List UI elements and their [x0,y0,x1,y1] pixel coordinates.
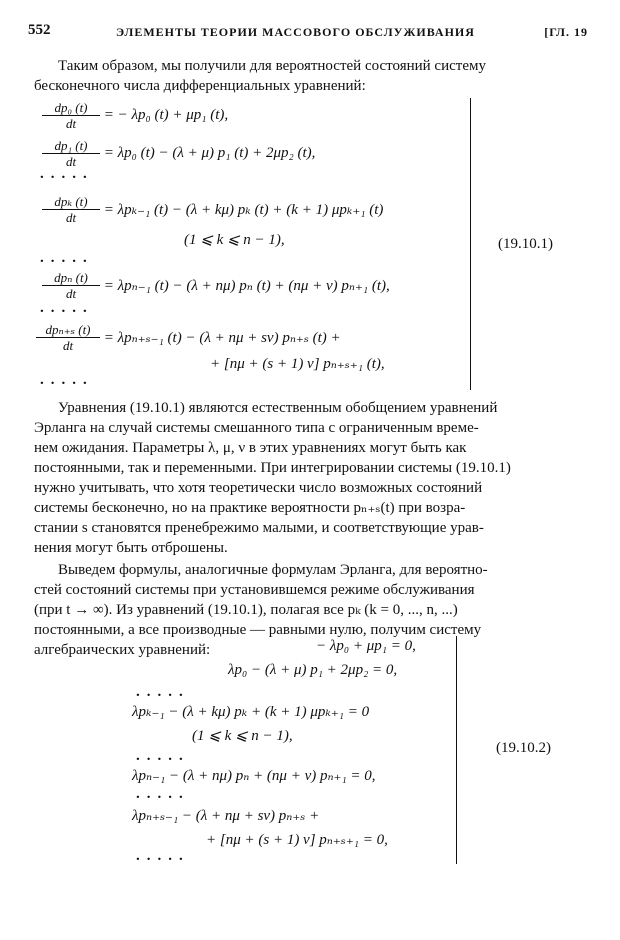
system1-eq5-continuation: + [nμ + (s + 1) ν] pₙ₊ₛ₊₁ (t), [210,356,385,372]
system1-eq5: $\frac{\text{dpₙ₊ₛ (t)}}{dt}$ = λpₙ₊ₛ₋₁ (t) − (λ + nμ + sν) pₙ₊ₛ (t) + [36,322,341,353]
system2-eq4: λpₙ₋₁ − (λ + nμ) pₙ + (nμ + ν) pₙ₊₁ = 0, [132,768,376,784]
paragraph-3: Выведем формулы, аналогичные формулам Эрланга, для вероятно- стей состояний системы при установившемся режиме обслуживания (при t → ∞). Из уравнений (19.10.1), полагая все pₖ (k = 0, ..., n, ...) постоянными, а все производные — равными нулю, получим систему алгебраических уравнений: [34,562,488,658]
system1-eq2: $\frac{\text{dp₁ (t)}}{dt}$ = λp₀ (t) − (λ + μ) p₁ (t) + 2μp₂ (t), [42,138,315,169]
system1-eq3-condition: (1 ⩽ k ⩽ n − 1), [184,232,285,248]
system2-brace [452,636,457,864]
chapter-label: [ГЛ. 19 [544,25,588,39]
system2-dots-1: ..... [136,684,190,700]
running-title: ЭЛЕМЕНТЫ ТЕОРИИ МАССОВОГО ОБСЛУЖИВАНИЯ [116,25,475,39]
system1-dots-1: ..... [40,166,94,182]
system1-equation-number: (19.10.1) [498,236,553,252]
system2-eq5-continuation: + [nμ + (s + 1) ν] pₙ₊ₛ₊₁ = 0, [206,832,388,848]
system1-dots-4: ..... [40,372,94,388]
system2-dots-2: ..... [136,748,190,764]
system2-eq1: − λp₀ + μp₁ = 0, [316,638,416,654]
system1-dots-3: ..... [40,300,94,316]
running-header [28,22,588,44]
system2-eq3-condition: (1 ⩽ k ⩽ n − 1), [192,728,293,744]
system2-dots-3: ..... [136,786,190,802]
system2-dots-4: ..... [136,848,190,864]
system1-eq3: $\frac{\text{dpₖ (t)}}{dt}$ = λpₖ₋₁ (t) − (λ + kμ) pₖ (t) + (k + 1) μpₖ₊₁ (t) [42,194,383,225]
system2-eq3: λpₖ₋₁ − (λ + kμ) pₖ + (k + 1) μpₖ₊₁ = 0 [132,704,370,720]
paragraph-2: Уравнения (19.10.1) являются естественным обобщением уравнений Эрланга на случай системы смешанного типа с ограниченным време- нем ожидания. Параметры λ, μ, ν в этих уравнениях могут быть как постоянными, так и переменными. При интегрировании системы (19.10.1) нужно учитывать, что хотя теоретически число возможных состояний системы бесконечно, но на практике вероятности pₙ₊ₛ(t) при возра- стании s становятся пренебрежимо малыми, и соответствующие урав- нения могут быть отброшены. [34,400,511,556]
system1-eq4: $\frac{\text{dpₙ (t)}}{dt}$ = λpₙ₋₁ (t) − (λ + nμ) pₙ (t) + (nμ + ν) pₙ₊₁ (t), [42,270,390,301]
page-number: 552 [28,22,51,38]
system1-dots-2: ..... [40,250,94,266]
system2-equation-number: (19.10.2) [496,740,551,756]
system2-eq2: λp₀ − (λ + μ) p₁ + 2μp₂ = 0, [228,662,398,678]
system2-eq5: λpₙ₊ₛ₋₁ − (λ + nμ + sν) pₙ₊ₛ + [132,808,320,824]
system1-eq1: $\frac{\text{dp₀ (t)}}{dt}$ = − λp₀ (t) + μp₁ (t), [42,100,228,131]
intro-paragraph: Таким образом, мы получили для вероятностей состояний систему бесконечного числа дифференциальных уравнений: [34,58,486,94]
system1-brace [466,98,471,390]
